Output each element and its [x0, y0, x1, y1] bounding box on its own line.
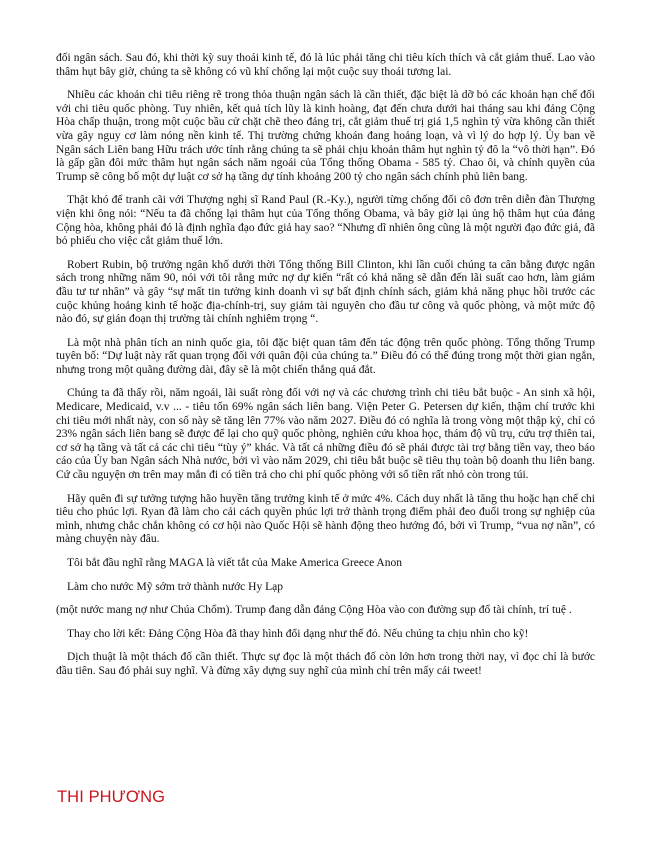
paragraph-8: Tôi bắt đầu nghĩ rằng MAGA là viết tắt của Make America Greece Anon	[67, 557, 402, 569]
paragraph-12: Dịch thuật là một thách đố cần thiết. Thực sự đọc là một thách đố còn lớn hơn trong thời nay, vì đọc chỉ là bước đầu tiên. Sau đó phải suy nghĩ. Và đừng xây dựng suy nghĩ của mình chỉ trên mấy cái tweet!	[56, 651, 595, 677]
paragraph-10: (một nước mang nợ như Chúa Chổm). Trump đang dẫn đảng Cộng Hòa vào con đường sụp đổ tài chính, trí tuệ .	[56, 604, 572, 617]
paragraph-5: Là một nhà phân tích an ninh quốc gia, tôi đặc biệt quan tâm đến tác động trên quốc phòng. Tổng thống Trump tuyên bố: “Dự luật này rất quan trọng đối với quân đội của chúng ta.” Điều đó có thể đúng trong một thời gian ngắn, nhưng trong một quãng đường dài, đây sẽ là một chiến thắng quá đắt.	[56, 336, 595, 376]
paragraph-3: Thật khó để tranh cãi với Thượng nghị sĩ Rand Paul (R.-Ky.), người từng chống đối cô đơn trên diễn đàn Thượng viện khi ông nói: “Nếu ta đã chống lại thâm hụt của Tổng thống Obama, và bây giờ lại ủng hộ thâm hụt của đảng Cộng hòa, không phải đó là định nghĩa đạo đức giả hay sao? “Nhưng dĩ nhiên ông cũng là một người đạo đức giả, đã bỏ phiếu cho việc cắt giảm thuế lớn.	[56, 194, 595, 248]
paragraph-4: Robert Rubin, bộ trưởng ngân khố dưới thời Tổng thống Bill Clinton, khi lần cuối chúng ta cân bằng được ngân sách trong những năm 90, nói với tôi rằng mức nợ dự kiến “rất có khả năng sẽ dẫn đến lãi suất cao hơn, làm giảm đầu tư tư nhân” và gây “sự mất tin tưởng kinh doanh vì sự bất định chính sách, giảm khả năng phục hồi trước các cuộc khủng hoảng kinh tế hoặc địa-chính-trị, suy giảm tài nguyên cho đầu tư công và quốc phòng, và một mức độ nào đó, sự gián đoạn thị trường tài chính nghiêm trọng “.	[56, 258, 595, 326]
paragraph-11: Thay cho lời kết: Đảng Cộng Hòa đã thay hình đổi dạng như thế đó. Nếu chúng ta chịu nhìn cho kỹ!	[67, 627, 529, 640]
paragraph-7: Hãy quên đi sự tưởng tượng hão huyền tăng trưởng kinh tế ở mức 4%. Cách duy nhất là tăng thu hoặc hạn chế chi tiêu cho phúc lợi. Ryan đã làm cho cải cách quyền phúc lợi trở thành trọng điểm phải đeo đuổi trong sự nghiệp của mình, nhưng chắc chắn không có cơ hội nào Quốc Hội sẽ hành động theo hướng đó, bởi vì Trump, “vua nợ nần”, có màng chuyện này đâu.	[56, 492, 595, 546]
paragraph-9: Làm cho nước Mỹ sớm trở thành nước Hy Lạp	[67, 580, 283, 593]
author-signature: THI PHƯƠNG	[57, 788, 166, 806]
article-body	[56, 52, 595, 689]
paragraph-2: Nhiều các khoản chi tiêu riêng rẽ trong thỏa thuận ngân sách là cần thiết, đặc biệt là dỡ bỏ các khoản hạn chế đối với chi tiêu quốc phòng. Tuy nhiên, kết quả tích lũy là kinh hoàng, đạt đến chưa dưới hai tháng sau khi đảng Cộng Hòa chấp thuận, trong một cuộc bầu cử chặt chẽ theo đảng trị, cắt giảm thuế trị giá 1,5 nghìn tỷ vừa không cần thiết vừa gây nguy cơ làm nóng nền kinh tế. Thị trường chứng khoán đang hoảng loạn, và vì lý do hợp lý. Ủy ban về Ngân sách Liên bang Hữu trách ước tính rằng chúng ta sẽ phải chịu khoản thâm hụt nghìn tỷ đô la “vô thời hạn”. Đó là gấp gần đôi mức thâm hụt ngân sách năm ngoái của Tổng thống Obama - 585 tỷ. Chao ôi, và chính quyền của Trump sẽ công bố một dự luật cơ sở hạ tầng dự tính khoảng 200 tỷ cho ngân sách chính phủ liên bang.	[56, 89, 595, 183]
paragraph-1: đối ngân sách. Sau đó, khi thời kỳ suy thoái kinh tế, đó là lúc phải tăng chi tiêu kích thích và cắt giảm thuế. Lao vào thâm hụt bây giờ, chúng ta sẽ không có vũ khí chống lại một cuộc suy thoái tương lai.	[56, 52, 595, 78]
paragraph-6: Chúng ta đã thấy rồi, năm ngoái, lãi suất ròng đối với nợ và các chương trình chi tiêu bắt buộc - An sinh xã hội, Medicare, Medicaid, v.v ... - tiêu tốn 69% ngân sách liên bang. Viện Peter G. Petersen dự kiến, thậm chí trước khi chi tiêu mới nhất này, con số này sẽ tăng lên 77% vào năm 2027. Điều đó có nghĩa là trong vòng một thập kỷ, chỉ có 23% ngân sách liên bang sẽ được để lại cho quỹ quốc phòng, nghiên cứu khoa học, thám độ vũ trụ, cứu trợ thiên tai, cơ sở hạ tầng và tất cả các chi tiêu “tùy ý” khác. Và tất cả những điều đó sẽ phải được tài trợ bằng tiền vay, theo báo cáo của Ủy ban Ngân sách Nhà nước, bởi vì vào năm 2029, chi tiêu bắt buộc sẽ tiêu thụ toàn bộ doanh thu liên bang. Cứ cầu nguyện ơn trên may mắn đi có tiền trả cho chi phí quốc phòng với số tiền rất nhỏ còn trong túi.	[56, 387, 595, 482]
